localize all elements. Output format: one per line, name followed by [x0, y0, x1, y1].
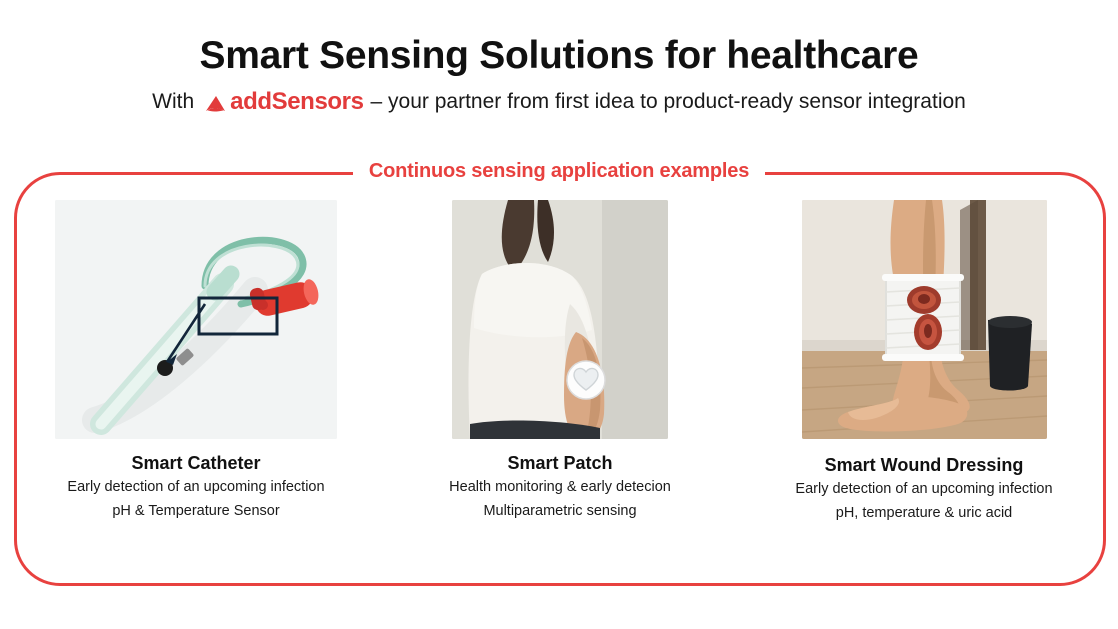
- card-description-line-1: Health monitoring & early detecion: [449, 479, 671, 495]
- subtitle-suffix: – your partner from first idea to product-ready sensor integration: [370, 90, 966, 113]
- addsensors-logo-icon: [203, 94, 228, 115]
- card-description-line-2: Multiparametric sensing: [483, 502, 637, 519]
- examples-panel-label-text: Continuos sensing application examples: [353, 160, 765, 183]
- smart-patch-photo: [452, 200, 668, 439]
- subtitle: [0, 88, 1118, 116]
- card-smart-wound-dressing: [764, 200, 1084, 523]
- card-smart-patch: [400, 200, 720, 521]
- card-description-line-2: pH & Temperature Sensor: [112, 502, 280, 519]
- card-row: [14, 200, 1106, 570]
- brand-name: addSensors: [230, 88, 364, 115]
- page-title: Smart Sensing Solutions for healthcare: [199, 34, 919, 77]
- smart-catheter-photo: [55, 200, 337, 439]
- card-description-line-2: pH, temperature & uric acid: [835, 504, 1013, 521]
- card-description-line-1: Early detection of an upcoming infection: [67, 479, 325, 495]
- smart-wound-dressing-photo: [802, 200, 1047, 439]
- card-description-line-1: Early detection of an upcoming infection: [795, 481, 1053, 497]
- card-title: Smart Catheter: [131, 453, 261, 473]
- card-title: Smart Patch: [507, 453, 613, 473]
- subtitle-prefix: With: [152, 90, 195, 113]
- card-smart-catheter: [36, 200, 356, 521]
- card-title: Smart Wound Dressing: [824, 455, 1024, 475]
